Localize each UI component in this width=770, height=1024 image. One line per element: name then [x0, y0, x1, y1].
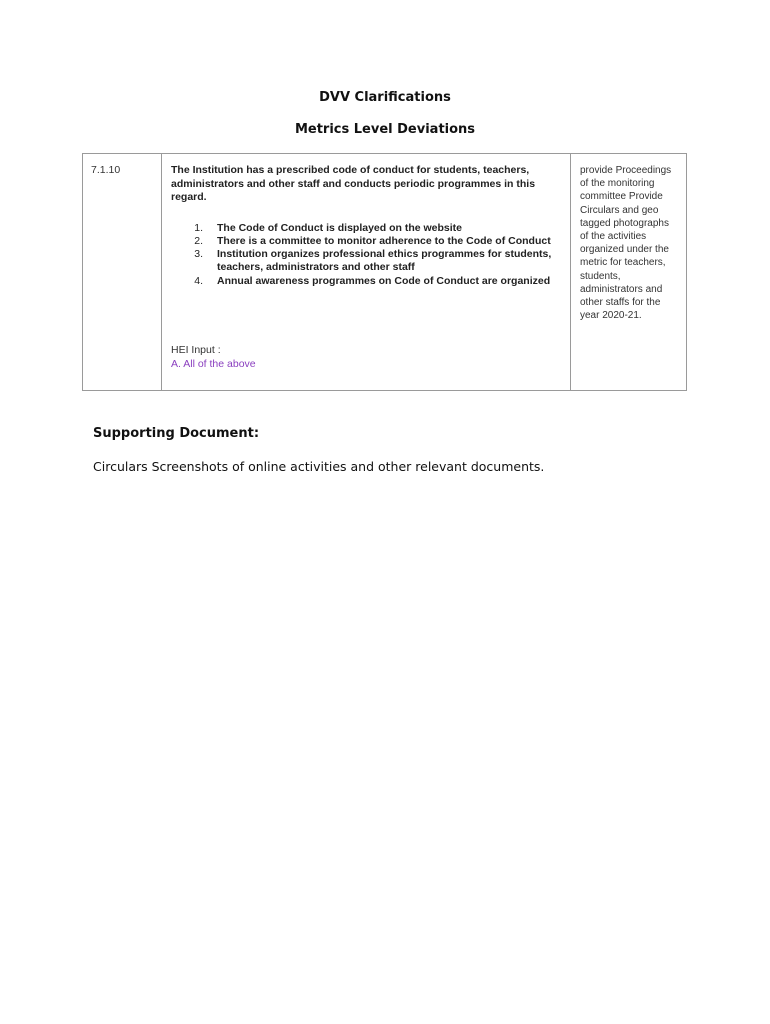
clarification-cell: [571, 154, 686, 390]
list-item: [171, 275, 562, 288]
option-number: 4.: [194, 274, 203, 287]
option-number: 2.: [194, 234, 203, 247]
hei-input-label: HEI Input :: [171, 344, 221, 356]
metric-options-list: [171, 222, 562, 288]
supporting-document-text: Circulars Screenshots of online activities and other relevant documents.: [93, 459, 545, 474]
option-text: Institution organizes professional ethics programmes for students, teachers, administrators and other staff: [217, 248, 552, 274]
option-text: Annual awareness programmes on Code of Conduct are organized: [217, 274, 551, 287]
page-subtitle: Metrics Level Deviations: [294, 122, 476, 137]
list-item: [171, 222, 562, 235]
metric-id-cell: [83, 154, 162, 390]
hei-input-value: A. All of the above: [171, 357, 256, 370]
metric-description: The Institution has a prescribed code of conduct for students, teachers, administrators and other staff and conducts periodic programmes in this regard.: [171, 164, 536, 203]
list-item: [171, 235, 562, 248]
page-title: DVV Clarifications: [319, 90, 451, 105]
supporting-document-heading: Supporting Document:: [93, 426, 260, 441]
list-item: [171, 248, 562, 275]
option-text: The Code of Conduct is displayed on the website: [217, 221, 463, 234]
option-number: 3.: [194, 248, 203, 261]
hei-input: [171, 344, 256, 371]
clarification-text: provide Proceedings of the monitoring committee Provide Circulars and geo tagged photographs of the activities organized under the metric for teachers, students, administrators and other staffs for the year 2020-21.: [580, 165, 672, 322]
metric-id: 7.1.10: [91, 164, 121, 176]
metric-table: [82, 153, 687, 391]
metric-description-cell: [162, 154, 571, 390]
option-text: There is a committee to monitor adherence to the Code of Conduct: [217, 234, 551, 247]
option-number: 1.: [194, 221, 203, 234]
